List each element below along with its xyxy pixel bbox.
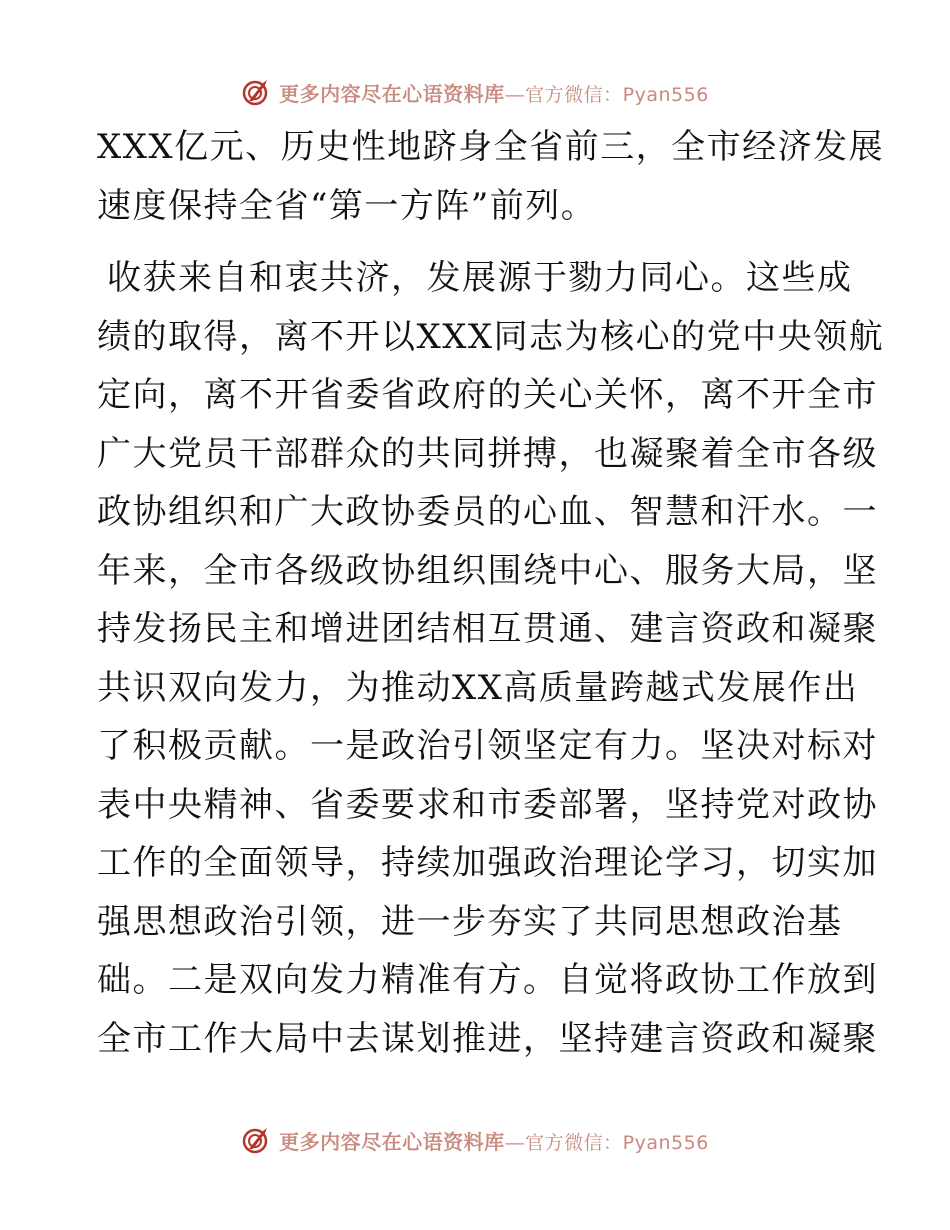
text-line: 年来，全市各级政协组织围绕中心、服务大局，坚 xyxy=(97,550,878,591)
header-watermark xyxy=(0,72,950,112)
text-line: 工作的全面领导，持续加强政治理论学习，切实加 xyxy=(97,843,878,883)
text-line: 础。二是双向发力精准有方。自觉将政协工作放到 xyxy=(97,960,878,1000)
text-line: 政协组织和广大政协委员的心血、智慧和汗水。一 xyxy=(97,492,878,532)
text-line: 强思想政治引领，进一步夯实了共同思想政治基 xyxy=(97,901,843,942)
watermark-main-text: 更多内容尽在心语资料库 xyxy=(279,81,505,106)
text-line: 收获来自和衷共济，发展源于勠力同心。这些成 xyxy=(107,258,853,298)
quill-logo-icon xyxy=(241,77,271,107)
text-line: 广大党员干部群众的共同拼搏，也凝聚着全市各级 xyxy=(97,433,878,474)
document-body xyxy=(97,118,885,1068)
text-line: 持发扬民主和增进团结相互贯通、建言资政和凝聚 xyxy=(97,609,878,649)
text-line: XXX亿元、历史性地跻身全省前三，全市经济发展 xyxy=(97,127,885,167)
watermark-wechat-text: 官方微信：Pyan556 xyxy=(525,1131,709,1154)
text-line: 全市工作大局中去谋划推进，坚持建言资政和凝聚 xyxy=(97,1018,878,1059)
quill-logo-icon xyxy=(241,1125,271,1155)
text-line: 了积极贡献。一是政治引领坚定有力。坚决对标对 xyxy=(97,726,878,766)
paragraph-1 xyxy=(97,118,885,235)
text-line: 表中央精神、省委要求和市委部署，坚持党对政协 xyxy=(97,784,878,825)
watermark-main-text: 更多内容尽在心语资料库 xyxy=(279,1129,505,1154)
watermark-wechat-text: 官方微信：Pyan556 xyxy=(525,83,709,106)
text-line: 定向，离不开省委省政府的关心关怀，离不开全市 xyxy=(97,375,878,415)
watermark-separator: — xyxy=(504,81,526,106)
text-line: 速度保持全省“第一方阵”前列。 xyxy=(97,185,597,226)
text-line: 绩的取得，离不开以XXX同志为核心的党中央领航 xyxy=(97,316,885,357)
text-line: 共识双向发力，为推动XX高质量跨越式发展作出 xyxy=(97,667,859,708)
watermark-separator: — xyxy=(504,1129,526,1154)
paragraph-2 xyxy=(97,249,885,1068)
footer-watermark xyxy=(0,1120,950,1160)
